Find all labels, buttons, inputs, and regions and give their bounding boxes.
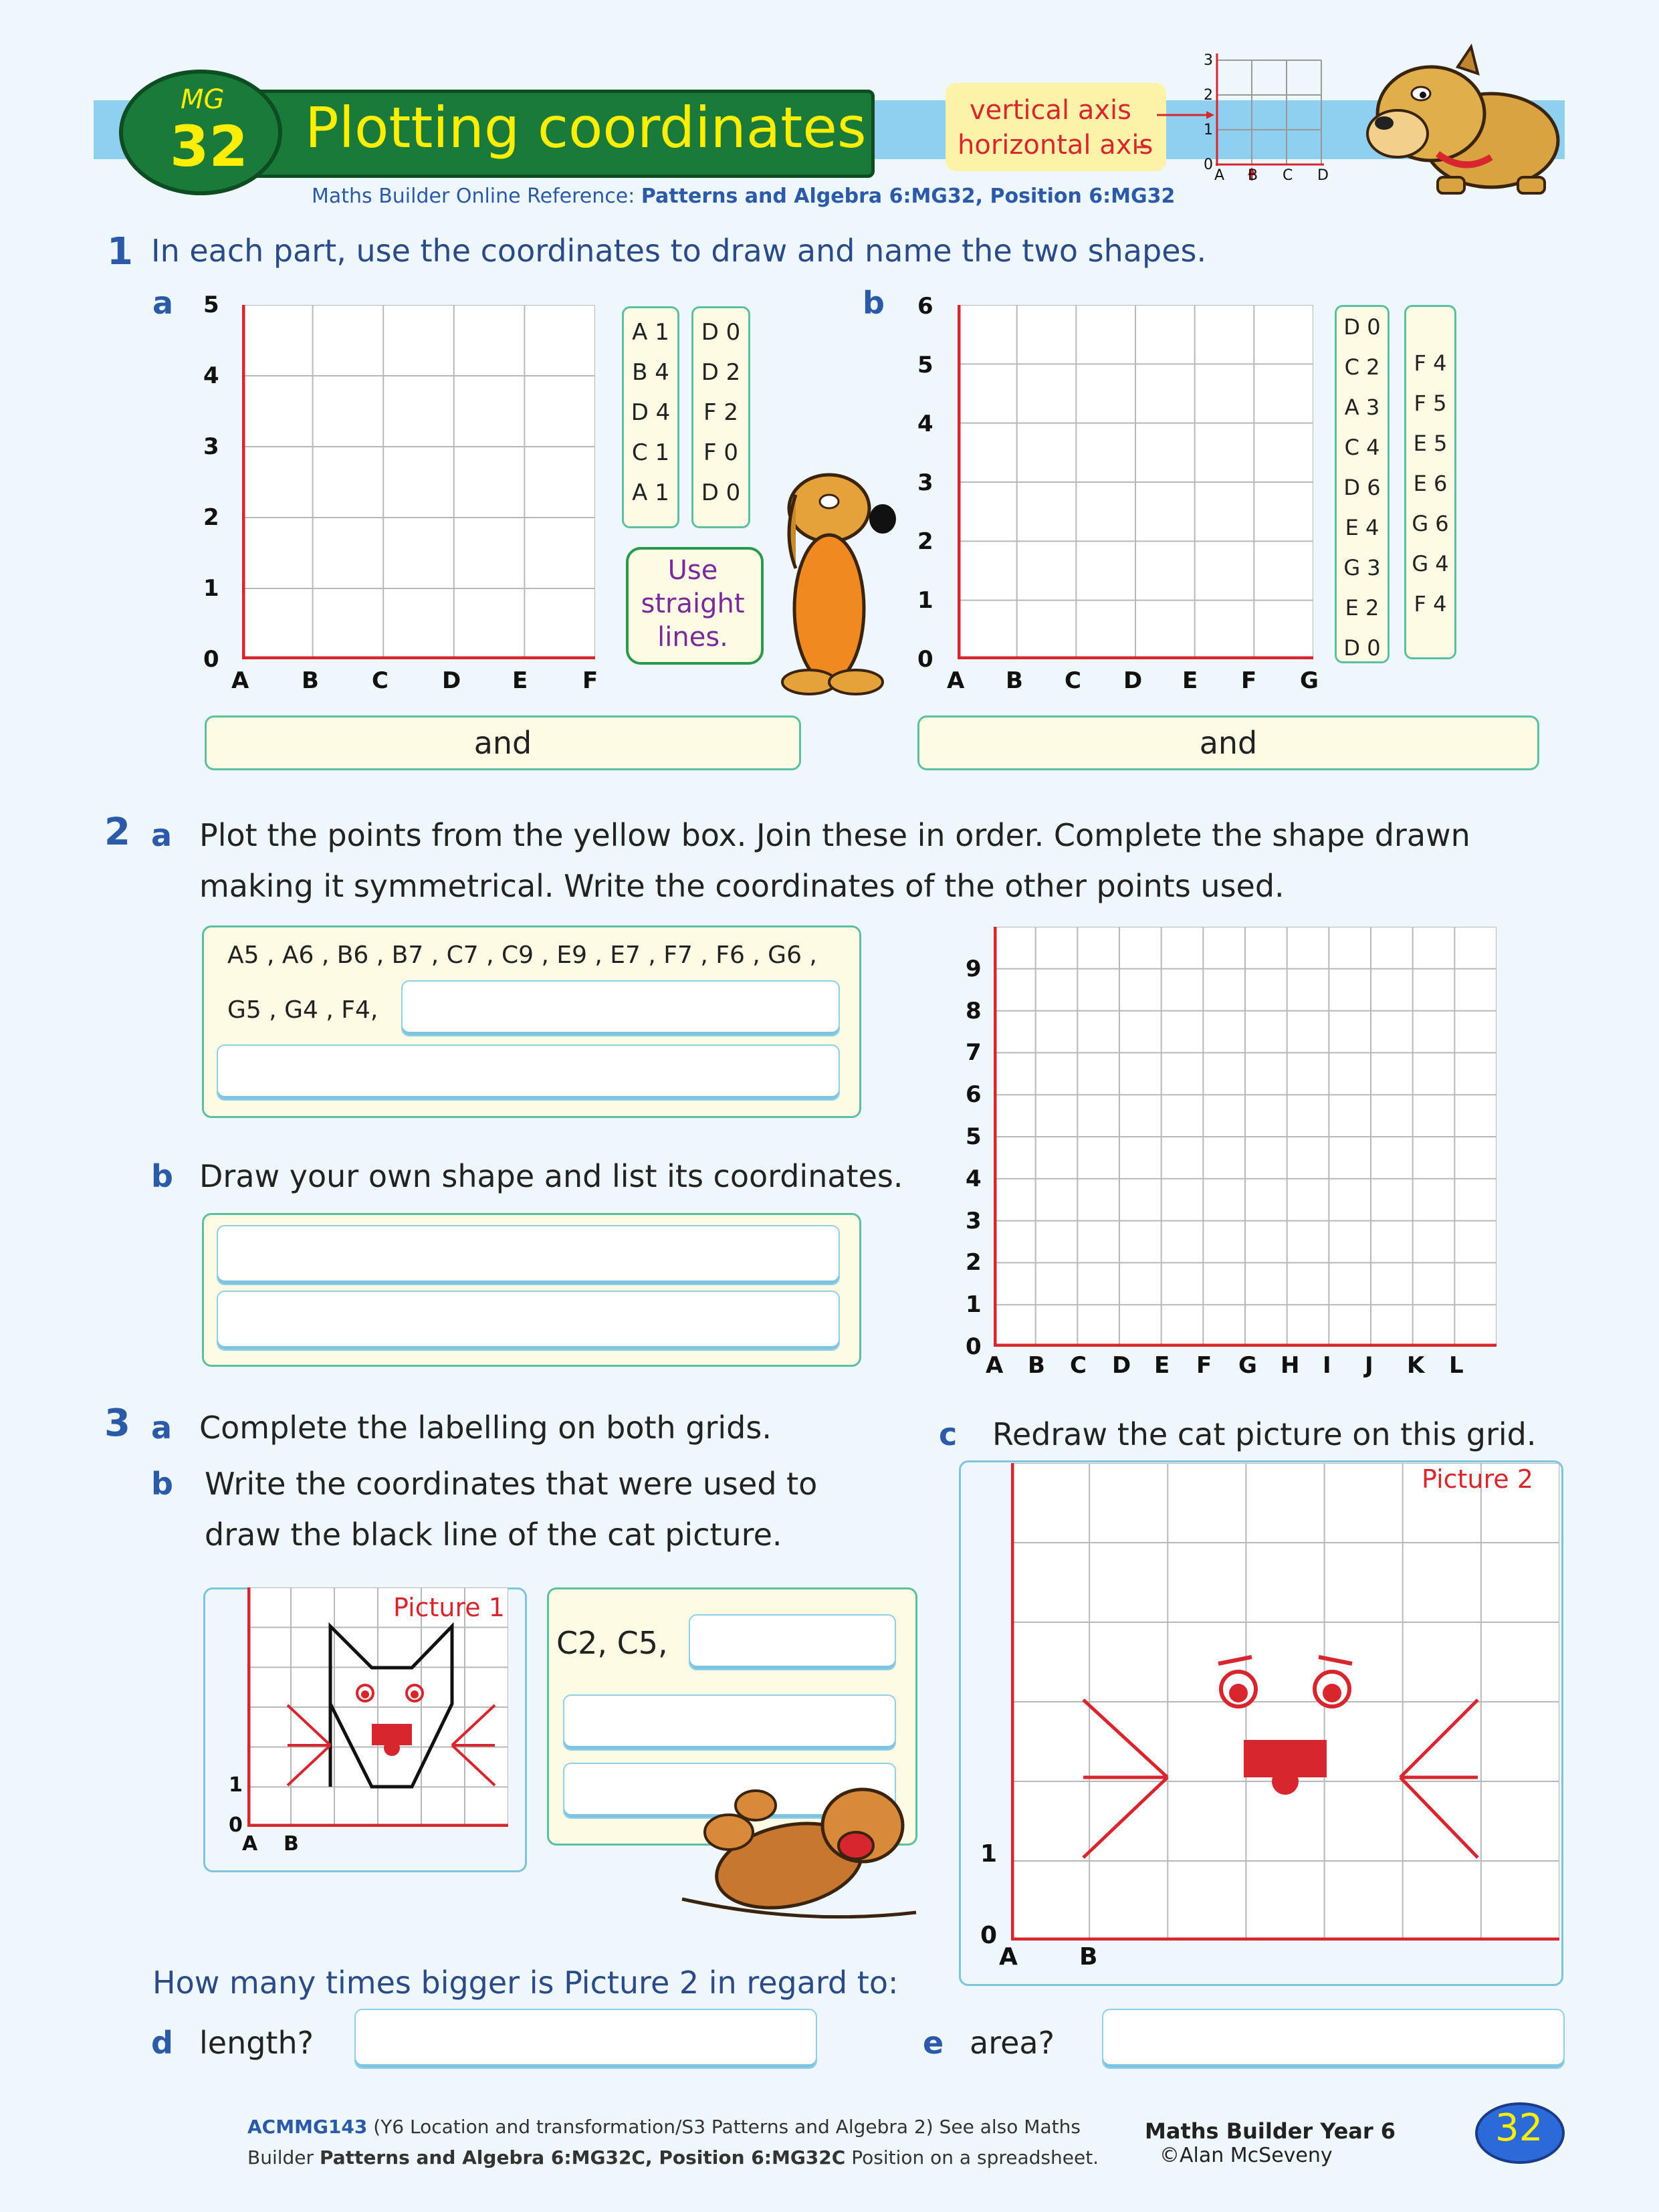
q3-number: 3 xyxy=(104,1402,130,1445)
q1b-y-3: 3 xyxy=(917,469,933,496)
q1b-coord2-0: F 4 xyxy=(1414,350,1447,376)
mini-y-2: 2 xyxy=(1204,87,1213,104)
reference-line xyxy=(312,185,1175,208)
q1b-x-g: G xyxy=(1300,667,1319,694)
pic2-x-b: B xyxy=(1079,1943,1098,1971)
q2-x-c: C xyxy=(1070,1352,1087,1379)
axis-vertical-label: vertical axis xyxy=(970,95,1131,126)
footer-line-1 xyxy=(247,2116,1081,2138)
q1a-coord2-3: F 0 xyxy=(703,439,738,466)
pic1-y-0: 0 xyxy=(229,1813,243,1837)
q2b-label: b xyxy=(151,1158,173,1194)
q1a-coord2-4: D 0 xyxy=(701,479,741,506)
q1b-y-1: 1 xyxy=(917,587,933,614)
q3b-label: b xyxy=(151,1466,173,1502)
q3-question: How many times bigger is Picture 2 in regard to: xyxy=(152,1965,899,2001)
reference-prefix: Maths Builder Online Reference: xyxy=(312,185,635,208)
q1b-coords-1 xyxy=(1335,305,1390,663)
q2a-points-line1: A5 , A6 , B6 , B7 , C7 , C9 , E9 , E7 , F7 , F6 , G6 , xyxy=(227,942,817,969)
q1a-and-text: and xyxy=(473,725,532,761)
q1a-coord2-1: D 2 xyxy=(701,359,741,386)
q1b-y-0: 0 xyxy=(917,646,933,673)
q1a-grid[interactable] xyxy=(242,305,595,659)
q2-y-7: 7 xyxy=(966,1039,982,1067)
q2-x-d: D xyxy=(1112,1352,1131,1379)
q1b-answer-and[interactable] xyxy=(917,715,1539,770)
q1a-y-4: 4 xyxy=(203,362,219,389)
q1a-grid-lines xyxy=(242,305,595,659)
q1a-coords-2 xyxy=(691,306,750,528)
q2-x-a: A xyxy=(986,1352,1004,1379)
q3b-instruction-2: draw the black line of the cat picture. xyxy=(205,1517,782,1553)
q2-x-i: I xyxy=(1323,1352,1331,1379)
q1b-x-a: A xyxy=(947,667,965,694)
q1b-coords-2 xyxy=(1404,305,1456,659)
mini-x-d: D xyxy=(1317,167,1329,184)
q2b-answer-line-1[interactable] xyxy=(217,1225,840,1285)
q1b-coord2-2: E 5 xyxy=(1413,431,1448,456)
q1a-answer-and[interactable] xyxy=(205,715,801,770)
footer-code: ACMMG143 xyxy=(247,2116,368,2138)
mini-axis-diagram xyxy=(1137,40,1364,187)
q2b-instruction: Draw your own shape and list its coordinates. xyxy=(199,1158,903,1194)
q3d-answer[interactable] xyxy=(354,2009,817,2069)
q2-x-j: J xyxy=(1365,1352,1373,1379)
q2-y-0: 0 xyxy=(966,1333,982,1360)
mini-x-b: B xyxy=(1248,167,1258,184)
q2a-answer-line-1[interactable] xyxy=(401,980,840,1036)
q1b-grid-lines xyxy=(958,305,1313,659)
picture2-label: Picture 2 xyxy=(1422,1464,1533,1494)
footer-book: Maths Builder Year 6 xyxy=(1145,2118,1396,2144)
q1a-coord1-2: D 4 xyxy=(631,399,671,426)
q1b-grid[interactable] xyxy=(958,305,1313,659)
reference-links: Patterns and Algebra 6:MG32, Position 6:MG32 xyxy=(641,185,1176,208)
q3b-answer-line-1[interactable] xyxy=(689,1614,896,1670)
q1b-coord2-5: G 4 xyxy=(1412,551,1449,576)
q1b-coord1-2: A 3 xyxy=(1344,395,1380,420)
q2-grid[interactable] xyxy=(994,927,1497,1347)
q3e-answer[interactable] xyxy=(1102,2009,1565,2069)
bulldog-illustration xyxy=(1357,40,1571,201)
speech-text: Use straight lines. xyxy=(641,555,745,653)
mini-x-c: C xyxy=(1283,167,1293,184)
mini-y-1: 1 xyxy=(1204,122,1213,138)
q2-y-5: 5 xyxy=(966,1123,982,1150)
mini-y-0: 0 xyxy=(1204,156,1213,173)
q2-y-2: 2 xyxy=(966,1249,982,1277)
q1a-coord2-2: F 2 xyxy=(703,399,738,426)
q3d-label: d xyxy=(151,2025,173,2061)
q1a-y-3: 3 xyxy=(203,433,219,460)
q2a-label: a xyxy=(151,817,173,853)
picture1-label: Picture 1 xyxy=(393,1593,505,1622)
q2-y-4: 4 xyxy=(966,1165,982,1192)
q1b-y-6: 6 xyxy=(917,293,933,320)
q1b-x-e: E xyxy=(1182,667,1198,694)
footer-line2-post: Position on a spreadsheet. xyxy=(845,2146,1099,2169)
badge-number: 32 xyxy=(170,114,248,179)
q2a-answer-line-2[interactable] xyxy=(217,1044,840,1101)
q2-x-g: G xyxy=(1238,1352,1257,1379)
q1a-coord1-4: A 1 xyxy=(632,479,669,506)
q2-y-8: 8 xyxy=(966,997,982,1024)
q1b-coord2-3: E 6 xyxy=(1413,471,1448,496)
q1b-coord2-6: F 4 xyxy=(1414,591,1447,617)
q1b-y-5: 5 xyxy=(917,352,933,378)
q2-y-1: 1 xyxy=(966,1291,982,1319)
q3e-label: e xyxy=(923,2025,944,2061)
q1b-label: b xyxy=(863,285,885,321)
q3a-label: a xyxy=(151,1410,173,1446)
q1b-coord1-8: D 0 xyxy=(1343,635,1381,661)
q2-grid-lines xyxy=(994,927,1497,1347)
pic2-x-a: A xyxy=(999,1943,1018,1971)
q1b-x-d: D xyxy=(1123,667,1143,694)
footer-line2-pre: Builder xyxy=(247,2146,320,2169)
q1b-coord1-3: C 4 xyxy=(1344,435,1380,460)
q2a-points-line2: G5 , G4 , F4, xyxy=(227,996,378,1024)
q1b-x-c: C xyxy=(1065,667,1081,694)
footer-line2-bold: Patterns and Algebra 6:MG32C, Position 6:MG32C xyxy=(319,2146,846,2169)
q1a-label: a xyxy=(152,285,174,321)
q2-x-h: H xyxy=(1281,1352,1300,1379)
picture1-cat xyxy=(247,1587,508,1827)
q1-number: 1 xyxy=(107,230,133,273)
q1a-coord1-3: C 1 xyxy=(631,439,670,466)
q1a-y-1: 1 xyxy=(203,575,219,602)
q3b-start-coords: C2, C5, xyxy=(556,1625,668,1661)
pic1-x-a: A xyxy=(242,1832,258,1856)
q1a-coord1-1: B 4 xyxy=(632,359,669,386)
q3e-text: area? xyxy=(970,2025,1055,2061)
q2-x-b: B xyxy=(1028,1352,1045,1379)
q1b-coord1-4: D 6 xyxy=(1343,475,1381,500)
pic1-y-1: 1 xyxy=(229,1773,243,1797)
q3d-text: length? xyxy=(199,2025,314,2061)
q1a-x-a: A xyxy=(231,667,249,694)
q1b-coord1-1: C 2 xyxy=(1344,354,1380,380)
picture2-cat xyxy=(1011,1463,1559,1941)
q3c-instruction: Redraw the cat picture on this grid. xyxy=(992,1416,1537,1452)
q1b-coord1-6: G 3 xyxy=(1343,555,1381,580)
q3c-label: c xyxy=(939,1416,958,1452)
mini-x-a: A xyxy=(1214,167,1225,184)
pic2-y-0: 0 xyxy=(980,1922,998,1949)
q1a-x-f: F xyxy=(582,667,598,694)
footer-copyright: ©Alan McSeveny xyxy=(1159,2144,1333,2167)
q2-x-f: F xyxy=(1196,1352,1212,1379)
q1b-y-2: 2 xyxy=(917,528,933,555)
q1a-coords-1 xyxy=(622,306,679,528)
pic1-x-b: B xyxy=(284,1832,299,1856)
q1a-coord2-0: D 0 xyxy=(701,319,741,346)
q2a-instruction-2: making it symmetrical. Write the coordinates of the other points used. xyxy=(199,868,1285,904)
q1b-coord2-1: F 5 xyxy=(1414,391,1447,416)
pic2-y-1: 1 xyxy=(980,1840,998,1868)
q1b-coord1-0: D 0 xyxy=(1343,314,1381,340)
q2-y-6: 6 xyxy=(966,1081,982,1109)
q1b-and-text: and xyxy=(1199,725,1258,761)
q2-x-e: E xyxy=(1154,1352,1170,1379)
q1b-y-4: 4 xyxy=(917,411,933,437)
q1-instruction: In each part, use the coordinates to draw and name the two shapes. xyxy=(151,233,1207,269)
q1a-y-2: 2 xyxy=(203,504,219,531)
footer-line-2 xyxy=(247,2146,1099,2169)
laughing-dog-illustration xyxy=(675,1752,929,1939)
q1b-coord2-4: G 6 xyxy=(1412,511,1449,536)
axis-horizontal-label: horizontal axis xyxy=(958,130,1153,160)
page-title: Plotting coordinates xyxy=(305,95,867,160)
q1a-x-b: B xyxy=(302,667,319,694)
q1a-x-c: C xyxy=(372,667,389,694)
q1a-coord1-0: A 1 xyxy=(632,319,669,346)
badge-top: MG xyxy=(181,84,225,115)
q2-y-3: 3 xyxy=(966,1207,982,1234)
mini-y-3: 3 xyxy=(1204,52,1213,69)
q1a-y-0: 0 xyxy=(203,646,219,673)
q3a-instruction: Complete the labelling on both grids. xyxy=(199,1410,772,1446)
q2-number: 2 xyxy=(104,810,130,854)
q2-y-9: 9 xyxy=(966,955,982,982)
q2-x-l: L xyxy=(1449,1352,1464,1379)
q1b-coord1-7: E 2 xyxy=(1345,595,1379,621)
q2-x-k: K xyxy=(1407,1352,1425,1379)
q1b-x-b: B xyxy=(1006,667,1023,694)
q1a-x-e: E xyxy=(512,667,528,694)
q3b-answer-line-2[interactable] xyxy=(563,1694,896,1751)
q1b-x-f: F xyxy=(1241,667,1257,694)
footer-line1-rest: (Y6 Location and transformation/S3 Patterns and Algebra 2) See also Maths xyxy=(367,2116,1081,2138)
q1a-x-d: D xyxy=(442,667,461,694)
q2b-answer-line-2[interactable] xyxy=(217,1291,840,1351)
page-number: 32 xyxy=(1495,2106,1543,2150)
q2a-instruction-1: Plot the points from the yellow box. Join these in order. Complete the shape drawn xyxy=(199,817,1470,853)
dog-illustration xyxy=(756,435,903,702)
q3b-instruction-1: Write the coordinates that were used to xyxy=(205,1466,818,1502)
q1a-y-5: 5 xyxy=(203,292,219,318)
q1b-coord1-5: E 4 xyxy=(1345,515,1379,540)
